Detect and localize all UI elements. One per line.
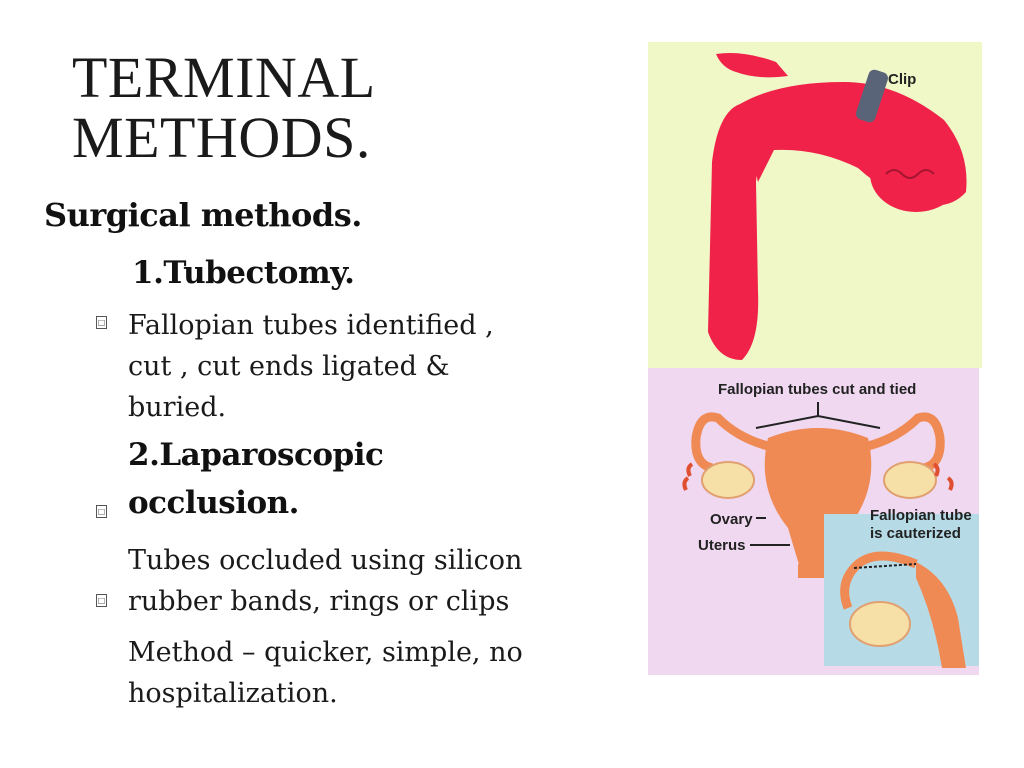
method-note-line-1: Method – quicker, simple, no — [128, 637, 523, 668]
laparoscopic-heading — [128, 431, 383, 527]
laparoscopic-line-2: rubber bands, rings or clips — [128, 586, 510, 617]
title-line-1: TERMINAL — [72, 45, 376, 110]
cut-tied-label: Fallopian tubes cut and tied — [718, 381, 917, 398]
surgical-methods-heading: Surgical methods. — [44, 196, 362, 234]
laparoscopic-line-1: Tubes occluded using silicon — [128, 545, 523, 576]
tubectomy-line-3: buried. — [128, 392, 227, 423]
title-line-2: METHODS. — [72, 105, 371, 170]
tubectomy-heading: 1.Tubectomy. — [132, 255, 355, 291]
tubectomy-description — [128, 305, 494, 428]
clip-occlusion-diagram — [648, 42, 982, 368]
bullet-icon: □ — [97, 596, 106, 605]
laparoscopic-description — [128, 540, 522, 622]
clip-label: Clip — [888, 71, 917, 88]
cauterized-label-line-2: is cauterized — [870, 525, 961, 542]
laparoscopic-heading-line-2: occlusion. — [128, 485, 299, 521]
uterus-label: Uterus — [698, 537, 746, 554]
cauterized-label-line-1: Fallopian tube — [870, 507, 972, 524]
method-note-line-2: hospitalization. — [128, 678, 338, 709]
tubectomy-line-1: Fallopian tubes identified , — [128, 310, 494, 341]
method-note — [128, 632, 523, 714]
bullet-icon: □ — [97, 507, 106, 516]
tubectomy-line-2: cut , cut ends ligated & — [128, 351, 450, 382]
bullet-icon: □ — [97, 318, 106, 327]
tubal-ligation-diagram — [648, 368, 979, 675]
ovary-label: Ovary — [710, 511, 753, 528]
slide-title — [72, 45, 376, 170]
laparoscopic-heading-line-1: 2.Laparoscopic — [128, 437, 384, 473]
